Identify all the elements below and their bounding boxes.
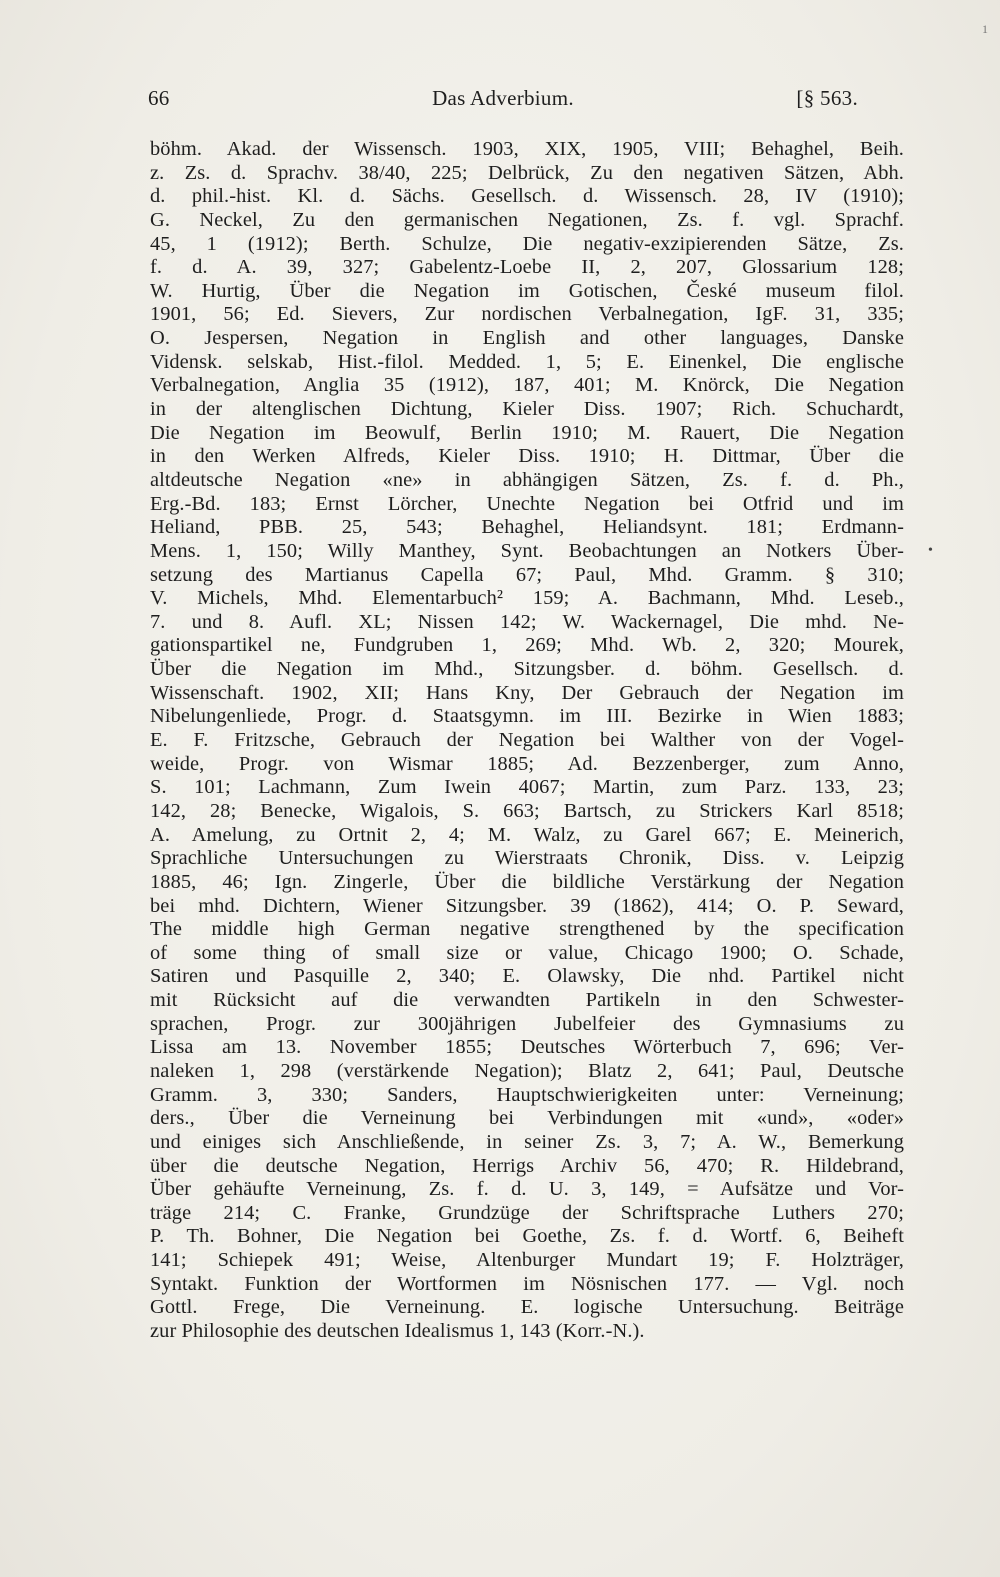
text-line: böhm. Akad. der Wissensch. 1903, XIX, 1905, VIII; Behaghel, Beih.	[150, 138, 904, 160]
bibliography-paragraph	[150, 138, 904, 1344]
text-line: Heliand, PBB. 25, 543; Behaghel, Heliandsynt. 181; Erdmann-	[150, 516, 904, 539]
text-line: Vidensk. selskab, Hist.-filol. Medded. 1, 5; E. Einenkel, Die englische	[150, 350, 904, 373]
text-line: V. Michels, Mhd. Elementarbuch² 159; A. Bachmann, Mhd. Leseb.,	[150, 587, 904, 610]
text-line: Verbalnegation, Anglia 35 (1912), 187, 401; M. Knörck, Die Negation	[150, 374, 904, 397]
text-line: 142, 28; Benecke, Wigalois, S. 663; Bartsch, zu Strickers Karl 8518;	[150, 799, 904, 822]
text-line: S. 101; Lachmann, Zum Iwein 4067; Martin, zum Parz. 133, 23;	[150, 776, 904, 799]
text-line: Wissenschaft. 1902, XII; Hans Kny, Der Gebrauch der Negation im	[150, 681, 904, 704]
text-line: A. Amelung, zu Ortnit 2, 4; M. Walz, zu Garel 667; E. Meinerich,	[150, 823, 904, 846]
text-line: 7. und 8. Aufl. XL; Nissen 142; W. Wackernagel, Die mhd. Ne-	[150, 610, 904, 633]
page-number: 66	[148, 86, 170, 110]
text-line: The middle high German negative strengthened by the specification	[150, 918, 904, 941]
text-line: O. Jespersen, Negation in English and other languages, Danske	[150, 327, 904, 350]
text-line: mit Rücksicht auf die verwandten Partikeln in den Schwester-	[150, 989, 904, 1012]
text-line: Lissa am 13. November 1855; Deutsches Wörterbuch 7, 696; Ver-	[150, 1036, 904, 1059]
text-line: naleken 1, 298 (verstärkende Negation); Blatz 2, 641; Paul, Deutsche	[150, 1059, 904, 1082]
text-line: altdeutsche Negation «ne» in abhängigen Sätzen, Zs. f. d. Ph.,	[150, 468, 904, 491]
text-line: W. Hurtig, Über die Negation im Gotischen, České museum filol.	[150, 279, 904, 302]
text-line: und einiges sich Anschließende, in seiner Zs. 3, 7; A. W., Bemerkung	[150, 1130, 904, 1153]
text-line: Über die Negation im Mhd., Sitzungsber. d. böhm. Gesellsch. d.	[150, 658, 904, 681]
text-line: Sprachliche Untersuchungen zu Wierstraats Chronik, Diss. v. Leipzig	[150, 847, 904, 870]
edge-mark: 1	[982, 22, 988, 36]
text-line: über die deutsche Negation, Herrigs Archiv 56, 470; R. Hildebrand,	[150, 1154, 904, 1177]
text-line: sprachen, Progr. zur 300jährigen Jubelfeier des Gymnasiums zu	[150, 1012, 904, 1035]
text-line: 1901, 56; Ed. Sievers, Zur nordischen Verbalnegation, IgF. 31, 335;	[150, 303, 904, 326]
text-line: 1885, 46; Ign. Zingerle, Über die bildliche Verstärkung der Negation	[150, 870, 904, 893]
running-head	[148, 86, 858, 116]
text-line: gationspartikel ne, Fundgruben 1, 269; Mhd. Wb. 2, 320; Mourek,	[150, 634, 904, 657]
text-line: Mens. 1, 150; Willy Manthey, Synt. Beobachtungen an Notkers Über-	[150, 539, 904, 562]
text-line: Gramm. 3, 330; Sanders, Hauptschwierigkeiten unter: Verneinung;	[150, 1083, 904, 1106]
text-line: in den Werken Alfreds, Kieler Diss. 1910; H. Dittmar, Über die	[150, 445, 904, 468]
running-title: Das Adverbium.	[432, 86, 574, 110]
text-line: in der altenglischen Dichtung, Kieler Diss. 1907; Rich. Schuchardt,	[150, 398, 904, 421]
text-line: G. Neckel, Zu den germanischen Negationen, Zs. f. vgl. Sprachf.	[150, 208, 904, 231]
text-line: zur Philosophie des deutschen Idealismus 1, 143 (Korr.-N.).	[150, 1320, 645, 1343]
text-line: f. d. A. 39, 327; Gabelentz-Loebe II, 2, 207, Glossarium 128;	[150, 256, 904, 279]
margin-mark: •	[928, 543, 933, 558]
text-line: 141; Schiepek 491; Weise, Altenburger Mundart 19; F. Holzträger,	[150, 1249, 904, 1272]
text-line: Nibelungenliede, Progr. d. Staatsgymn. im III. Bezirke in Wien 1883;	[150, 705, 904, 728]
text-line: z. Zs. d. Sprachv. 38/40, 225; Delbrück, Zu den negativen Sätzen, Abh.	[150, 161, 904, 184]
text-line: träge 214; C. Franke, Grundzüge der Schriftsprache Luthers 270;	[150, 1201, 904, 1224]
text-line: weide, Progr. von Wismar 1885; Ad. Bezzenberger, zum Anno,	[150, 752, 904, 775]
text-line: ders., Über die Verneinung bei Verbindungen mit «und», «oder»	[150, 1107, 904, 1130]
section-number: [§ 563.	[796, 86, 858, 110]
text-line: Syntakt. Funktion der Wortformen im Nösnischen 177. — Vgl. noch	[150, 1272, 904, 1295]
text-line: 45, 1 (1912); Berth. Schulze, Die negativ-exzipierenden Sätze, Zs.	[150, 232, 904, 255]
text-line: setzung des Martianus Capella 67; Paul, Mhd. Gramm. § 310;	[150, 563, 904, 586]
text-line: bei mhd. Dichtern, Wiener Sitzungsber. 39 (1862), 414; O. P. Seward,	[150, 894, 904, 917]
text-line: Über gehäufte Verneinung, Zs. f. d. U. 3, 149, = Aufsätze und Vor-	[150, 1178, 904, 1201]
text-line: d. phil.-hist. Kl. d. Sächs. Gesellsch. d. Wissensch. 28, IV (1910);	[150, 185, 904, 208]
text-line: Gottl. Frege, Die Verneinung. E. logische Untersuchung. Beiträge	[150, 1296, 904, 1319]
text-line: Satiren und Pasquille 2, 340; E. Olawsky, Die nhd. Partikel nicht	[150, 965, 904, 988]
text-line: of some thing of small size or value, Chicago 1900; O. Schade,	[150, 941, 904, 964]
text-line: P. Th. Bohner, Die Negation bei Goethe, Zs. f. d. Wortf. 6, Beiheft	[150, 1225, 904, 1248]
text-line: Erg.-Bd. 183; Ernst Lörcher, Unechte Negation bei Otfrid und im	[150, 492, 904, 515]
text-line: Die Negation im Beowulf, Berlin 1910; M. Rauert, Die Negation	[150, 421, 904, 444]
text-line: E. F. Fritzsche, Gebrauch der Negation bei Walther von der Vogel-	[150, 729, 904, 752]
